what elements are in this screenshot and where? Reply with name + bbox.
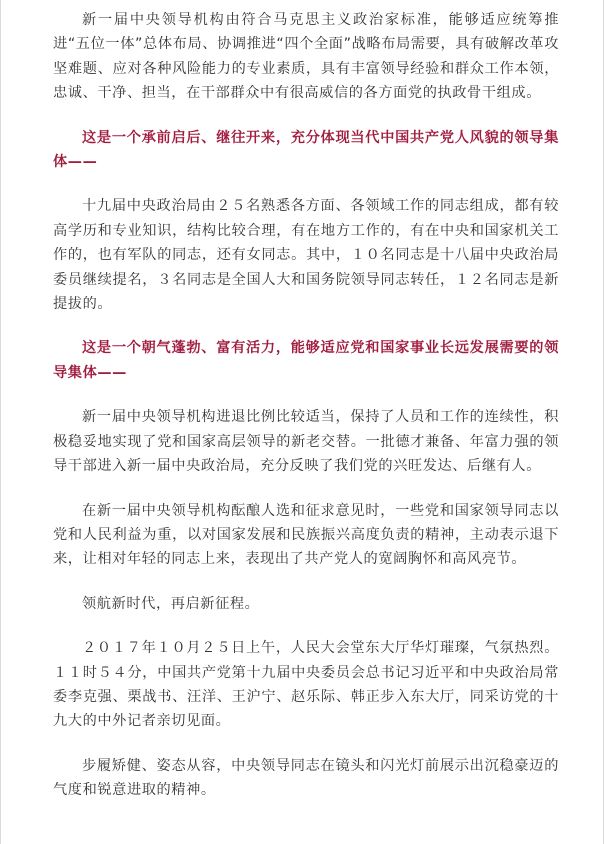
- highlight-heading-inheritance: 这是一个承前启后、继往开来，充分体现当代中国共产党人风貌的领导集体——: [53, 129, 559, 171]
- paragraph-succession: 新一届中央领导机构进退比例比较适当，保持了人员和工作的连续性，积极稳妥地实现了党和国家高层领导的新老交替。一批德才兼备、年富力强的领导干部进入新一届中央政治局，充分反映了我们党的兴旺发达、后继有人。: [53, 409, 559, 475]
- paragraph-new-era: 领航新时代，再启新征程。: [82, 595, 260, 612]
- paragraph-demeanor: 步履矫健、姿态从容，中央领导同志在镜头和闪光灯前展示出沉稳豪迈的气度和锐意进取的精神。: [53, 757, 559, 799]
- paragraph-politburo-composition: 十九届中央政治局由２５名熟悉各方面、各领域工作的同志组成，都有较高学历和专业知识，结构比较合理，有在地方工作的，有在中央和国家机关工作的，也有军队的同志，还有女同志。其中，１０名同志是十八届中央政治局委员继续提名，３名同志是全国人大和国务院领导同志转任，１２名同志是新提拔的。: [53, 198, 559, 313]
- highlight-heading-vitality: 这是一个朝气蓬勃、富有活力，能够适应党和国家事业长远发展需要的领导集体——: [53, 340, 559, 381]
- paragraph-stepping-down: 在新一届中央领导机构酝酿人选和征求意见时，一些党和国家领导同志以党和人民利益为重，以对国家发展和民族振兴高度负责的精神，主动表示退下来，让相对年轻的同志上来，表现出了共产党人的宽阔胸怀和高风亮节。: [53, 502, 559, 568]
- paragraph-leadership-standards: 新一届中央领导机构由符合马克思主义政治家标准，能够适应统筹推进“五位一体”总体布局、协调推进“四个全面”战略布局需要，具有破解改革攻坚难题、应对各种风险能力的专业素质，具有丰富领导经验和群众工作本领，忠诚、干净、担当，在干部群众中有很高威信的各方面党的执政骨干组成。: [53, 12, 559, 102]
- article-body: [53, 8, 559, 803]
- paragraph-press-meeting: ２０１７年１０月２５日上午，人民大会堂东大厅华灯璀璨，气氛热烈。１１时５４分，中国共产党第十九届中央委员会总书记习近平和中央政治局常委李克强、栗战书、汪洋、王沪宁、赵乐际、韩正步入东大厅，同采访党的十九大的中外记者亲切见面。: [53, 640, 559, 730]
